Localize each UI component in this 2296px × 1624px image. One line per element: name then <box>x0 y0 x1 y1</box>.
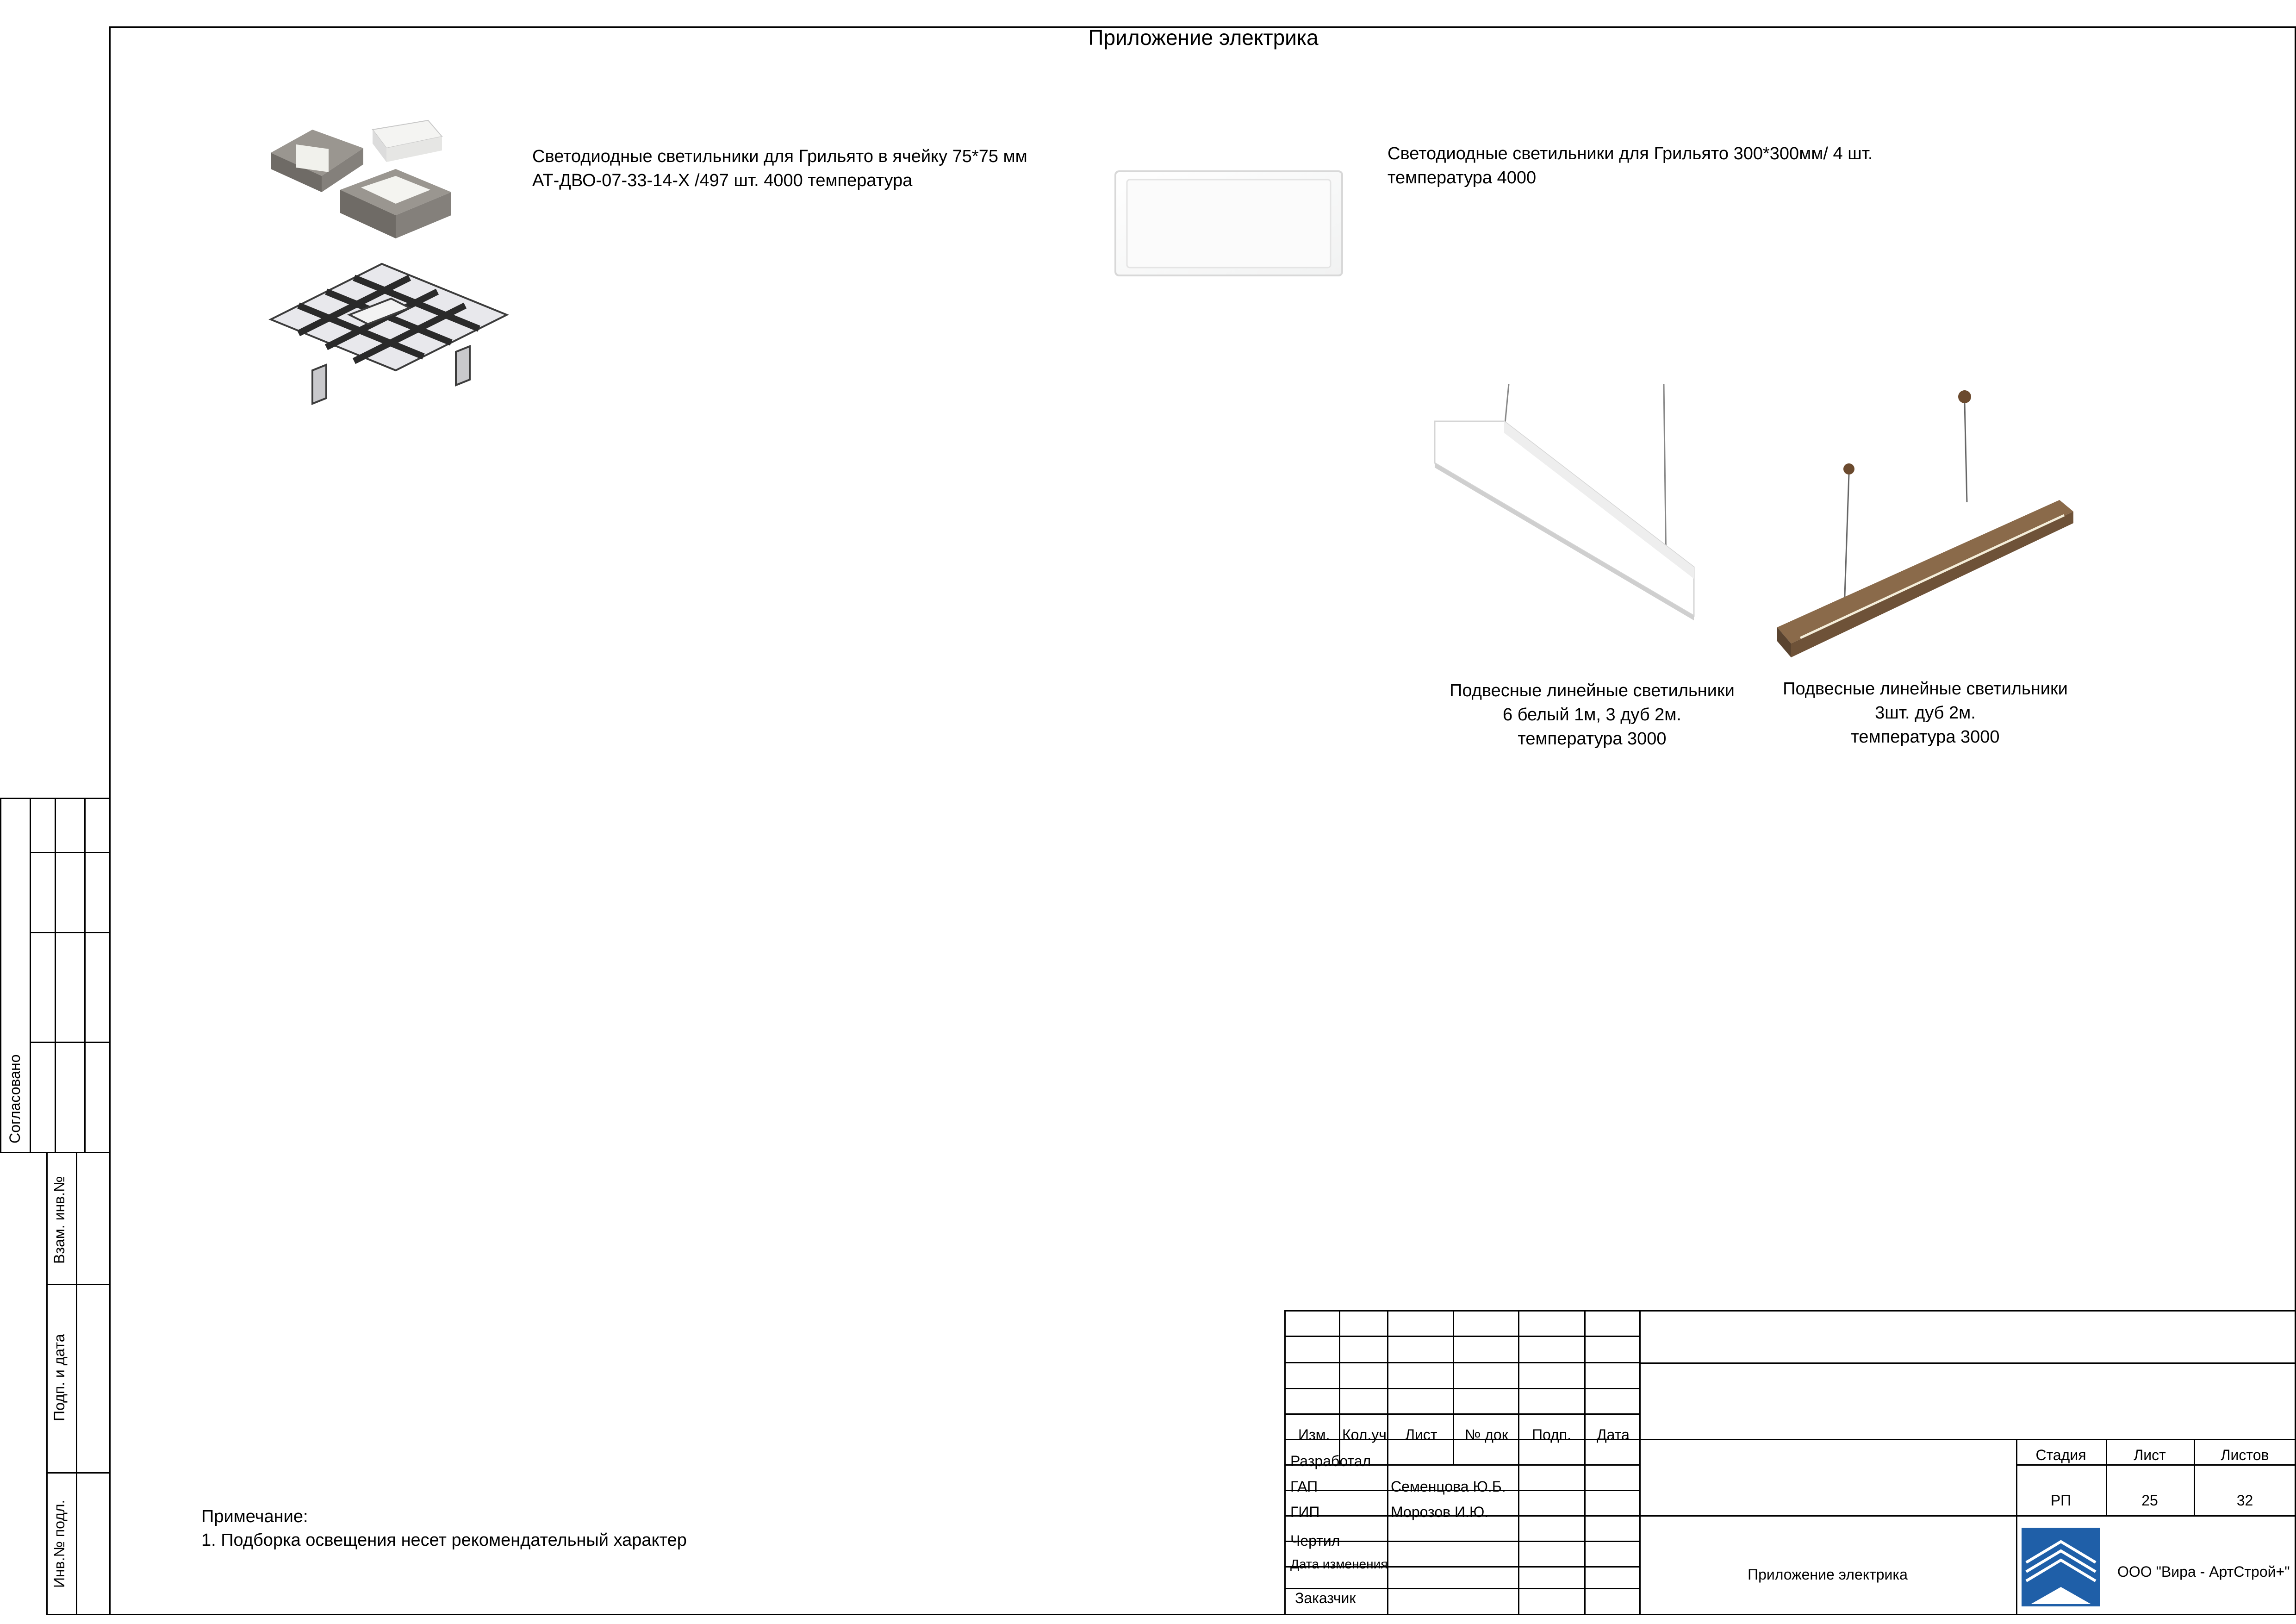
col-header-date: Дата <box>1597 1426 1630 1443</box>
col-header-list: Лист <box>1405 1426 1437 1443</box>
white-linear-pendant-image <box>1425 384 1703 625</box>
role-customer: Заказчик <box>1295 1590 1356 1606</box>
caption-line: температура 3000 <box>1518 729 1667 749</box>
note-heading: Примечание: <box>201 1507 308 1526</box>
sign-date-label: Подп. и дата <box>51 1334 68 1421</box>
col-header-doc: № док <box>1465 1426 1508 1443</box>
name-gap: Семенцова Ю.Б. <box>1391 1478 1506 1495</box>
sheets-value: 32 <box>2236 1492 2253 1509</box>
caption-line: температура 3000 <box>1851 727 2000 747</box>
name-gip: Морозов И.Ю. <box>1391 1504 1489 1520</box>
col-header-koluch: Кол.уч <box>1342 1426 1387 1443</box>
led-module-top <box>271 130 363 192</box>
oak-linear-pendant-image <box>1768 384 2092 662</box>
note-text: 1. Подборка освещения несет рекомендательный характер <box>201 1530 687 1550</box>
grilyato-75-led-module-image <box>257 111 525 426</box>
role-gap: ГАП <box>1290 1478 1318 1495</box>
led-driver-top <box>373 120 442 162</box>
caption-line: Подвесные линейные светильники <box>1450 681 1735 700</box>
replace-inv-label: Взам. инв.№ <box>51 1176 68 1264</box>
caption-line: 3шт. дуб 2м. <box>1875 703 1976 723</box>
role-change-date: Дата изменения <box>1290 1557 1388 1571</box>
product-grilyato-300-caption <box>1388 142 1873 190</box>
sheet-title: Приложение электрика <box>1088 25 1319 50</box>
company-name: ООО "Вира - АртСтрой+" <box>2117 1563 2290 1580</box>
product-white-pendant-caption <box>1449 679 1736 751</box>
role-developer: Разработал <box>1290 1453 1371 1469</box>
stage-value: РП <box>2050 1492 2072 1509</box>
caption-line: АТ-ДВО-07-33-14-Х /497 шт. 4000 температура <box>532 171 913 190</box>
product-grilyato-75-caption <box>532 144 1027 193</box>
inv-no-label: Инв.№ подл. <box>51 1499 68 1588</box>
led-module-bottom <box>340 169 451 238</box>
role-drafter: Чертил <box>1290 1532 1340 1549</box>
product-oak-pendant-caption <box>1782 677 2069 749</box>
sheet-label: Лист <box>2134 1447 2166 1463</box>
sheet-value: 25 <box>2141 1492 2158 1509</box>
drawing-name: Приложение электрика <box>1748 1566 1908 1583</box>
agreed-label: Согласовано <box>6 1054 23 1143</box>
caption-line: 6 белый 1м, 3 дуб 2м. <box>1503 705 1681 725</box>
company-logo-icon <box>2022 1528 2100 1606</box>
role-gip: ГИП <box>1290 1504 1320 1520</box>
sheets-label: Листов <box>2221 1447 2269 1463</box>
grilyato-grid <box>271 264 507 404</box>
caption-line: Подвесные линейные светильники <box>1783 679 2068 699</box>
caption-line: Светодиодные светильники для Грильято в ячейку 75*75 мм <box>532 147 1027 166</box>
caption-line: Светодиодные светильники для Грильято 300*300мм/ 4 шт. <box>1388 144 1873 163</box>
square-panel-light-image <box>1088 74 1365 361</box>
caption-line: температура 4000 <box>1388 168 1537 187</box>
col-header-izm: Изм. <box>1298 1426 1330 1443</box>
col-header-sign: Подп. <box>1532 1426 1571 1443</box>
stage-label: Стадия <box>2035 1447 2086 1463</box>
